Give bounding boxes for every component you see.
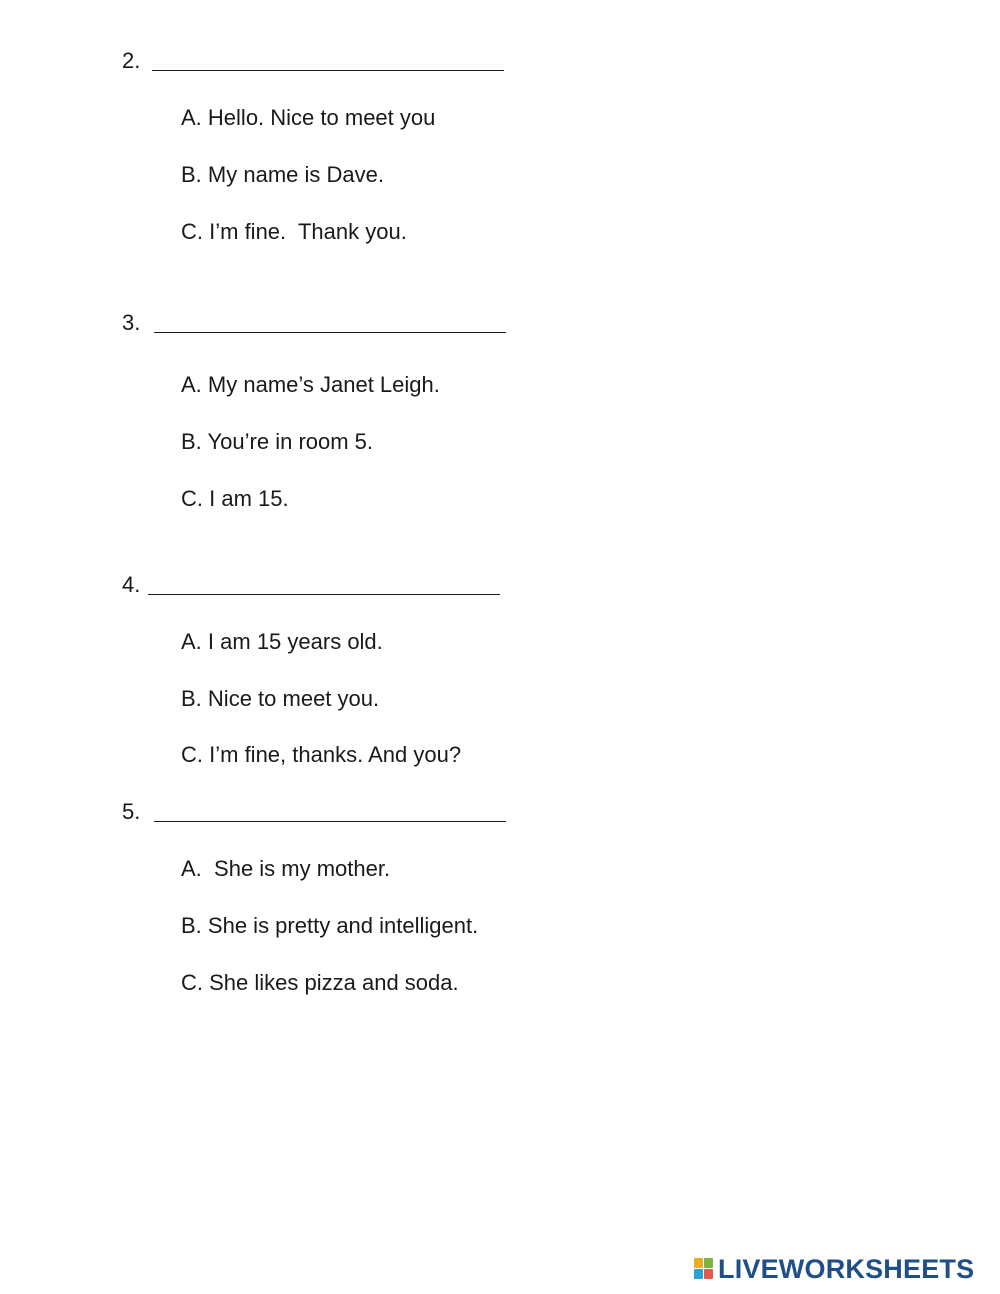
option-letter: C. (181, 970, 203, 995)
liveworksheets-logo (694, 1253, 975, 1284)
question-number: 4. (122, 572, 141, 597)
option-letter: C. (181, 486, 203, 511)
option-text: My name’s Janet Leigh. (207, 372, 440, 397)
answer-line[interactable] (148, 594, 500, 595)
logo-text: LIVEWORKSHEETS (718, 1253, 975, 1284)
option-b[interactable] (181, 162, 384, 188)
option-c[interactable] (181, 219, 407, 245)
option-letter: B. (181, 913, 202, 938)
option-letter: A. (181, 856, 202, 881)
option-c[interactable] (181, 486, 289, 512)
answer-line[interactable] (154, 821, 506, 822)
option-c[interactable] (181, 970, 459, 996)
logo-icon (694, 1258, 714, 1280)
option-letter: A. (181, 629, 202, 654)
option-text: I am 15. (209, 486, 289, 511)
option-a[interactable] (181, 372, 440, 398)
option-letter: B. (181, 686, 202, 711)
option-text: I’m fine. Thank you. (209, 219, 407, 244)
option-b[interactable] (181, 429, 373, 455)
option-letter: B. (181, 429, 202, 454)
option-b[interactable] (181, 913, 478, 939)
option-a[interactable] (181, 629, 383, 655)
option-text: You’re in room 5. (207, 429, 374, 454)
option-a[interactable] (181, 105, 435, 131)
question-number: 5. (122, 799, 141, 824)
logo-mark-tile (704, 1269, 713, 1279)
option-b[interactable] (181, 686, 379, 712)
question-number: 2. (122, 48, 141, 73)
option-letter: C. (181, 219, 203, 244)
option-text: My name is Dave. (207, 162, 384, 187)
option-a[interactable] (181, 856, 390, 882)
logo-mark-tile (704, 1258, 713, 1268)
question-number: 3. (122, 310, 141, 335)
option-c[interactable] (181, 742, 461, 768)
option-letter: A. (181, 105, 202, 130)
answer-line[interactable] (154, 332, 506, 333)
option-letter: A. (181, 372, 202, 397)
option-text: I’m fine, thanks. And you? (209, 742, 462, 767)
option-text: She is pretty and intelligent. (207, 913, 479, 938)
option-letter: C. (181, 742, 203, 767)
logo-mark-tile (694, 1258, 703, 1268)
option-text: She likes pizza and soda. (209, 970, 459, 995)
option-text: Hello. Nice to meet you (207, 105, 436, 130)
answer-line[interactable] (152, 70, 504, 71)
option-letter: B. (181, 162, 202, 187)
logo-mark-tile (694, 1269, 703, 1279)
option-text: She is my mother. (207, 856, 391, 881)
option-text: Nice to meet you. (207, 686, 380, 711)
option-text: I am 15 years old. (207, 629, 383, 654)
